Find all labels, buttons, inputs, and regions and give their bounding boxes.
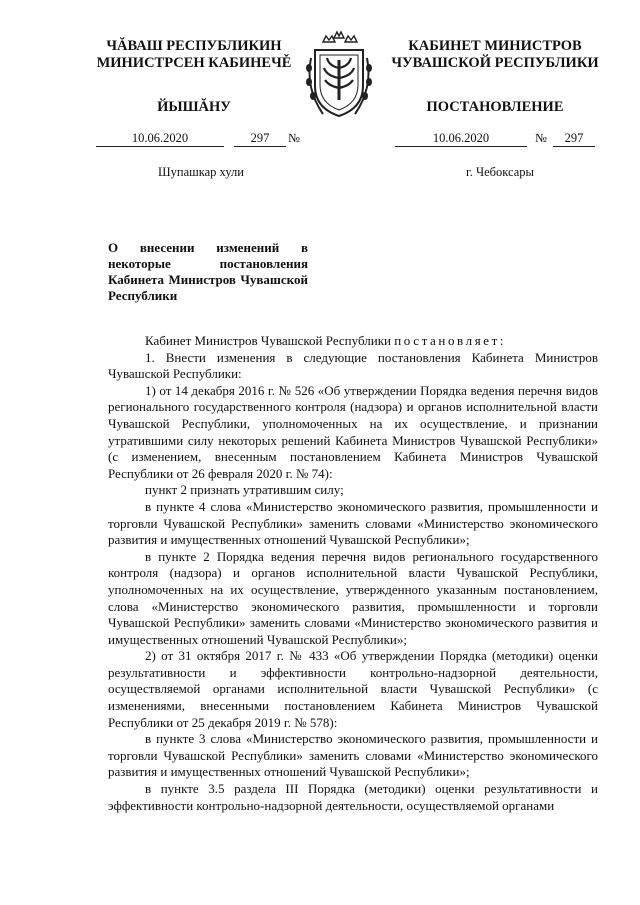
intro-verb: постановляет:	[394, 333, 507, 348]
number-left: 297	[234, 131, 286, 147]
number-sign-right: №	[535, 131, 547, 145]
intro-paragraph	[108, 333, 598, 350]
document-title: О внесении изменений в некоторые постановления Кабинета Министров Чувашской Республики	[108, 240, 308, 303]
paragraph: в пункте 2 Порядка ведения перечня видов регионального государственного контроля (надзора) и органов исполнительной власти Чувашской Республики, уполномоченных на их осуществление, утвержденного указанным постановлением, слова «Министерство экономического развития, промышленности и торговли Чувашской Республики» заменить словами «Министерство экономического развития и имущественных отношений Чувашской Республики»;	[108, 548, 598, 647]
document-body	[108, 333, 598, 814]
date-left: 10.06.2020	[96, 131, 224, 147]
date-right: 10.06.2020	[395, 131, 527, 147]
doc-kind-right: ПОСТАНОВЛЕНИЕ	[426, 99, 564, 115]
paragraph: 2) от 31 октября 2017 г. № 433 «Об утверждении Порядка (методики) оценки результативности и эффективности контрольно-надзорной деятельности, осуществляемой органами исполнительной власти Чувашской Республики» (с изменениями, внесенными постановлением Кабинета Министров Чувашской Республики от 25 декабря 2019 г. № 578):	[108, 648, 598, 730]
number-sign-left: №	[288, 131, 300, 145]
header-left-line2: МИНИСТРСЕН КАБИНЕЧĚ	[96, 55, 292, 71]
paragraph: в пункте 3 слова «Министерство экономического развития, промышленности и торговли Чувашской Республики» заменить словами «Министерство экономического развития и имущественных отношений Чувашской Республики»;	[108, 731, 598, 780]
header-left-line1: ЧĂВАШ РЕСПУБЛИКИН	[106, 38, 282, 54]
doc-kind-left: ЙЫШĂНУ	[157, 99, 231, 115]
dateline-right	[395, 131, 605, 147]
coat-of-arms-icon	[303, 28, 375, 120]
header-right-line1: КАБИНЕТ МИНИСТРОВ	[408, 38, 582, 54]
header-right-line2: ЧУВАШСКОЙ РЕСПУБЛИКИ	[391, 55, 599, 71]
paragraph: пункт 2 признать утратившим силу;	[145, 482, 344, 498]
place-left: Шупашкар хули	[158, 165, 244, 179]
header-left	[96, 38, 292, 72]
paragraph: 1. Внести изменения в следующие постановления Кабинета Министров Чувашской Республики:	[108, 349, 598, 382]
intro-prefix: Кабинет Министров Чувашской Республики	[145, 333, 391, 348]
paragraph: 1) от 14 декабря 2016 г. № 526 «Об утверждении Порядка ведения перечня видов регионального государственного контроля (надзора) и органов исполнительной власти Чувашской Республики, уполномоченных на их осуществление, и признании утратившими силу некоторых решений Кабинета Министров Чувашской Республики» (с изменением, внесенным постановлением Кабинета Министров Чувашской Республики от 26 февраля 2020 г. № 74):	[108, 382, 598, 481]
dateline-left	[96, 131, 306, 147]
paragraph: в пункте 4 слова «Министерство экономического развития, промышленности и торговли Чувашской Республики» заменить словами «Министерство экономического развития и имущественных отношений Чувашской Республики»;	[108, 498, 598, 548]
paragraph: в пункте 3.5 раздела III Порядка (методики) оценки результативности и эффективности контрольно-надзорной деятельности, осуществляемой органами	[108, 781, 598, 813]
number-right: 297	[553, 131, 595, 147]
place-right: г. Чебоксары	[466, 165, 534, 179]
header-right	[380, 38, 610, 72]
